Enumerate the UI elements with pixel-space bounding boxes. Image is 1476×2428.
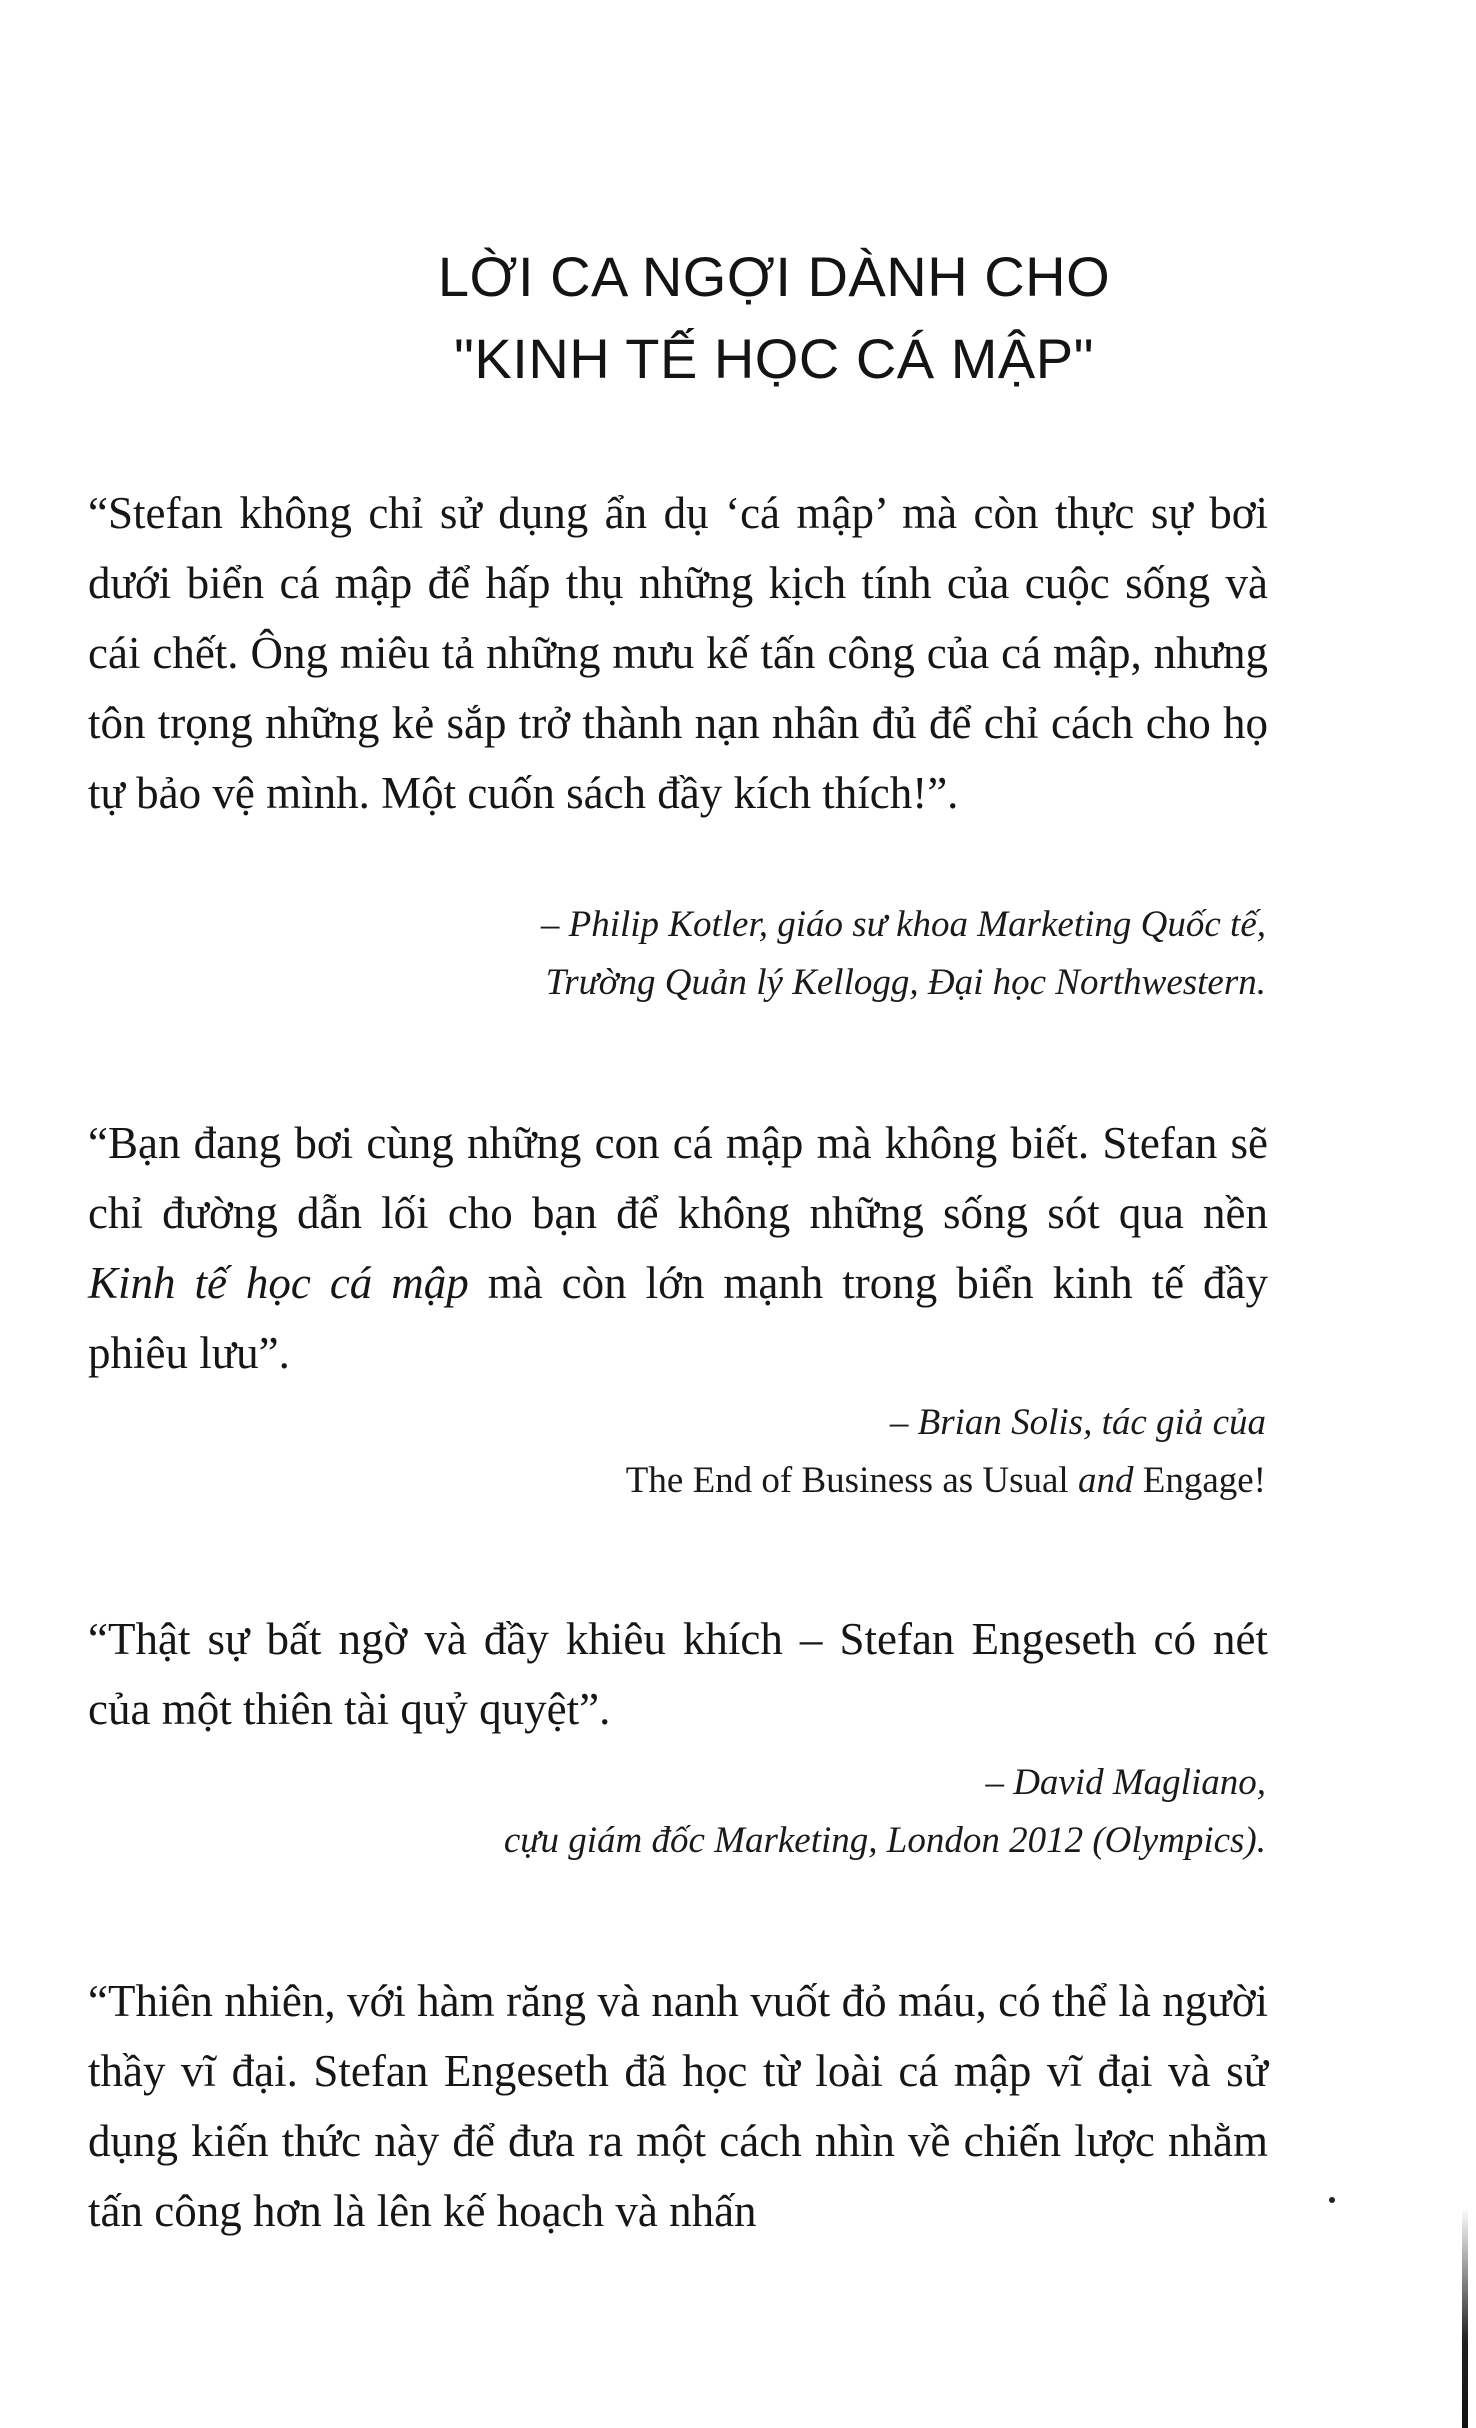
quote-1-text: “Stefan không chỉ sử dụng ẩn dụ ‘cá mập’ mà còn thực sự bơi dưới biển cá mập để hấp thụ những kịch tính của cuộc sống và cái chết. Ông miêu tả những mưu kế tấn công của cá mập, nhưng tôn trọng những kẻ sắp trở thành nạn nhân đủ để chỉ cách cho họ tự bảo vệ mình. Một cuốn sách đầy kích thích!”. xyxy=(88,488,1268,818)
title-line-1: LỜI CA NGỢI DÀNH CHO xyxy=(437,245,1111,308)
quote-2-attribution-line-1: – Brian Solis, tác giả của xyxy=(889,1402,1266,1443)
quote-1 xyxy=(88,478,1268,828)
quote-4-text: “Thiên nhiên, với hàm răng và nanh vuốt đỏ máu, có thể là người thầy vĩ đại. Stefan Engeseth đã học từ loài cá mập vĩ đại và sử dụng kiến thức này để đưa ra một cách nhìn về chiến lược nhằm tấn công hơn là lên kế hoạch và nhấn xyxy=(88,1976,1268,2236)
ink-dot xyxy=(1329,2197,1335,2203)
quote-3-attribution-line-2: cựu giám đốc Marketing, London 2012 (Olympics). xyxy=(503,1820,1266,1861)
quote-2-text xyxy=(88,1108,1268,1388)
quote-2-book-1: The End of Business as Usual xyxy=(625,1460,1069,1501)
quote-3-attribution-line-1: – David Magliano, xyxy=(985,1762,1266,1803)
quote-1-attribution xyxy=(541,896,1266,1012)
quote-2-attribution-line-2 xyxy=(626,1452,1266,1510)
page-title xyxy=(0,236,1476,400)
quote-3 xyxy=(88,1604,1268,1744)
page-edge-mark xyxy=(1462,2208,1468,2428)
quote-3-text: “Thật sự bất ngờ và đầy khiêu khích – Stefan Engeseth có nét của một thiên tài quỷ quyệt”. xyxy=(88,1614,1268,1734)
quote-1-attribution-line-1: – Philip Kotler, giáo sư khoa Marketing Quốc tế, xyxy=(540,904,1266,945)
quote-4 xyxy=(88,1966,1268,2246)
title-line-2: "KINH TẾ HỌC CÁ MẬP" xyxy=(454,327,1094,390)
quote-1-attribution-line-2: Trường Quản lý Kellogg, Đại học Northwestern. xyxy=(545,962,1266,1003)
quote-2-attribution xyxy=(626,1394,1266,1510)
quote-2-and: and xyxy=(1068,1460,1143,1501)
quote-2-text-before: “Bạn đang bơi cùng những con cá mập mà không biết. Stefan sẽ chỉ đường dẫn lối cho bạn để không những sống sót qua nền xyxy=(88,1118,1268,1238)
quote-2-text-after: mà còn lớn mạnh trong biển kinh tế đầy phiêu lưu”. xyxy=(88,1258,1269,1378)
quote-2-book-2: Engage! xyxy=(1142,1460,1266,1501)
quote-3-attribution xyxy=(504,1754,1266,1870)
quote-2-book-title: Kinh tế học cá mập xyxy=(88,1258,469,1308)
quote-2 xyxy=(88,1108,1268,1388)
